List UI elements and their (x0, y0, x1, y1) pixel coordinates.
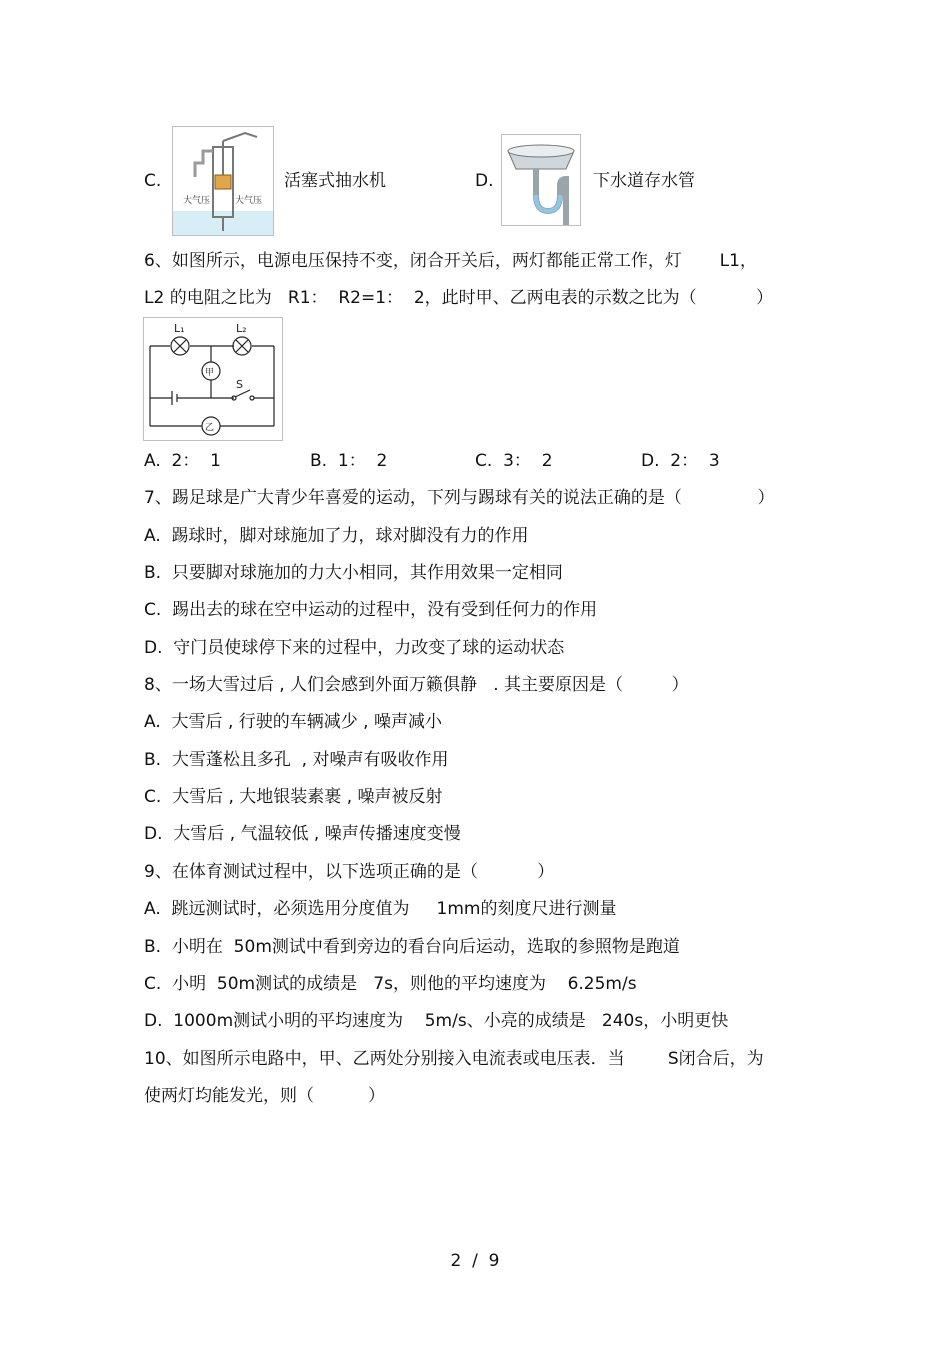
question-6-option-d: D. 2： 3 (641, 451, 720, 471)
question-8-option-b: B. 大雪蓬松且多孔 , 对噪声有吸收作用 (144, 750, 449, 770)
drain-trap-drawing (502, 135, 580, 225)
question-9-option-a: A. 跳远测试时，必须选用分度值为 1mm的刻度尺进行测量 (144, 899, 617, 919)
question-9-option-b: B. 小明在 50m测试中看到旁边的看台向后运动，选取的参照物是跑道 (144, 937, 680, 957)
question-6-option-b: B. 1： 2 (310, 451, 388, 471)
question-6-stem-line-2: L2 的电阻之比为 R1： R2=1： 2，此时甲、乙两电表的示数之比为（ ） (144, 288, 774, 308)
question-9-option-d: D. 1000m测试小明的平均速度为 5m/s、小亮的成绩是 240s，小明更快 (144, 1011, 729, 1031)
question-8-option-c: C. 大雪后 , 大地银装素裹 , 噪声被反射 (144, 787, 443, 807)
l2-label: L₂ (236, 322, 247, 335)
meter-yi-label: 乙 (205, 423, 215, 433)
option-c-caption: 活塞式抽水机 (284, 171, 386, 191)
switch-label: S (236, 378, 243, 391)
meter-jia-label: 甲 (205, 368, 215, 378)
atmos-label-right: 大气压 (235, 196, 263, 206)
question-7-option-b: B. 只要脚对球施加的力大小相同，其作用效果一定相同 (144, 563, 563, 583)
question-10-stem-line-2: 使两灯均能发光，则（ ） (144, 1086, 386, 1106)
circuit-figure-q6 (143, 317, 283, 441)
question-10-stem-line-1: 10、如图所示电路中，甲、乙两处分别接入电流表或电压表．当 S闭合后，为 (144, 1049, 764, 1069)
question-7-option-d: D. 守门员使球停下来的过程中，力改变了球的运动状态 (144, 638, 565, 658)
option-d-caption: 下水道存水管 (593, 171, 695, 191)
question-8-option-d: D. 大雪后 , 气温较低 , 噪声传播速度变慢 (144, 824, 461, 844)
question-7-option-a: A. 踢球时，脚对球施加了力，球对脚没有力的作用 (144, 526, 529, 546)
question-7-option-c: C. 踢出去的球在空中运动的过程中，没有受到任何力的作用 (144, 600, 598, 620)
piston-pump-figure (172, 126, 274, 236)
option-c-letter: C. (144, 171, 162, 191)
question-7-stem: 7、踢足球是广大青少年喜爱的运动，下列与踢球有关的说法正确的是（ ） (144, 488, 775, 508)
l1-label: L₁ (174, 322, 185, 335)
option-d-letter: D. (475, 171, 494, 191)
page-number: 2 / 9 (450, 1251, 500, 1271)
question-6-stem-line-1: 6、如图所示，电源电压保持不变，闭合开关后，两灯都能正常工作，灯 L1， (144, 251, 757, 271)
piston-pump-drawing (173, 127, 273, 235)
question-9-option-c: C. 小明 50m测试的成绩是 7s，则他的平均速度为 6.25m/s (144, 974, 637, 994)
question-6-option-c: C. 3： 2 (475, 451, 553, 471)
question-9-stem: 9、在体育测试过程中，以下选项正确的是（ ） (144, 862, 555, 882)
atmos-label-left: 大气压 (183, 196, 211, 206)
drain-trap-figure (501, 134, 581, 226)
question-6-option-a: A. 2： 1 (144, 451, 221, 471)
question-8-stem: 8、一场大雪过后 , 人们会感到外面万籁俱静 . 其主要原因是（ ） (144, 675, 689, 695)
circuit-diagram (144, 318, 282, 440)
question-8-option-a: A. 大雪后 , 行驶的车辆减少 , 噪声减小 (144, 712, 442, 732)
